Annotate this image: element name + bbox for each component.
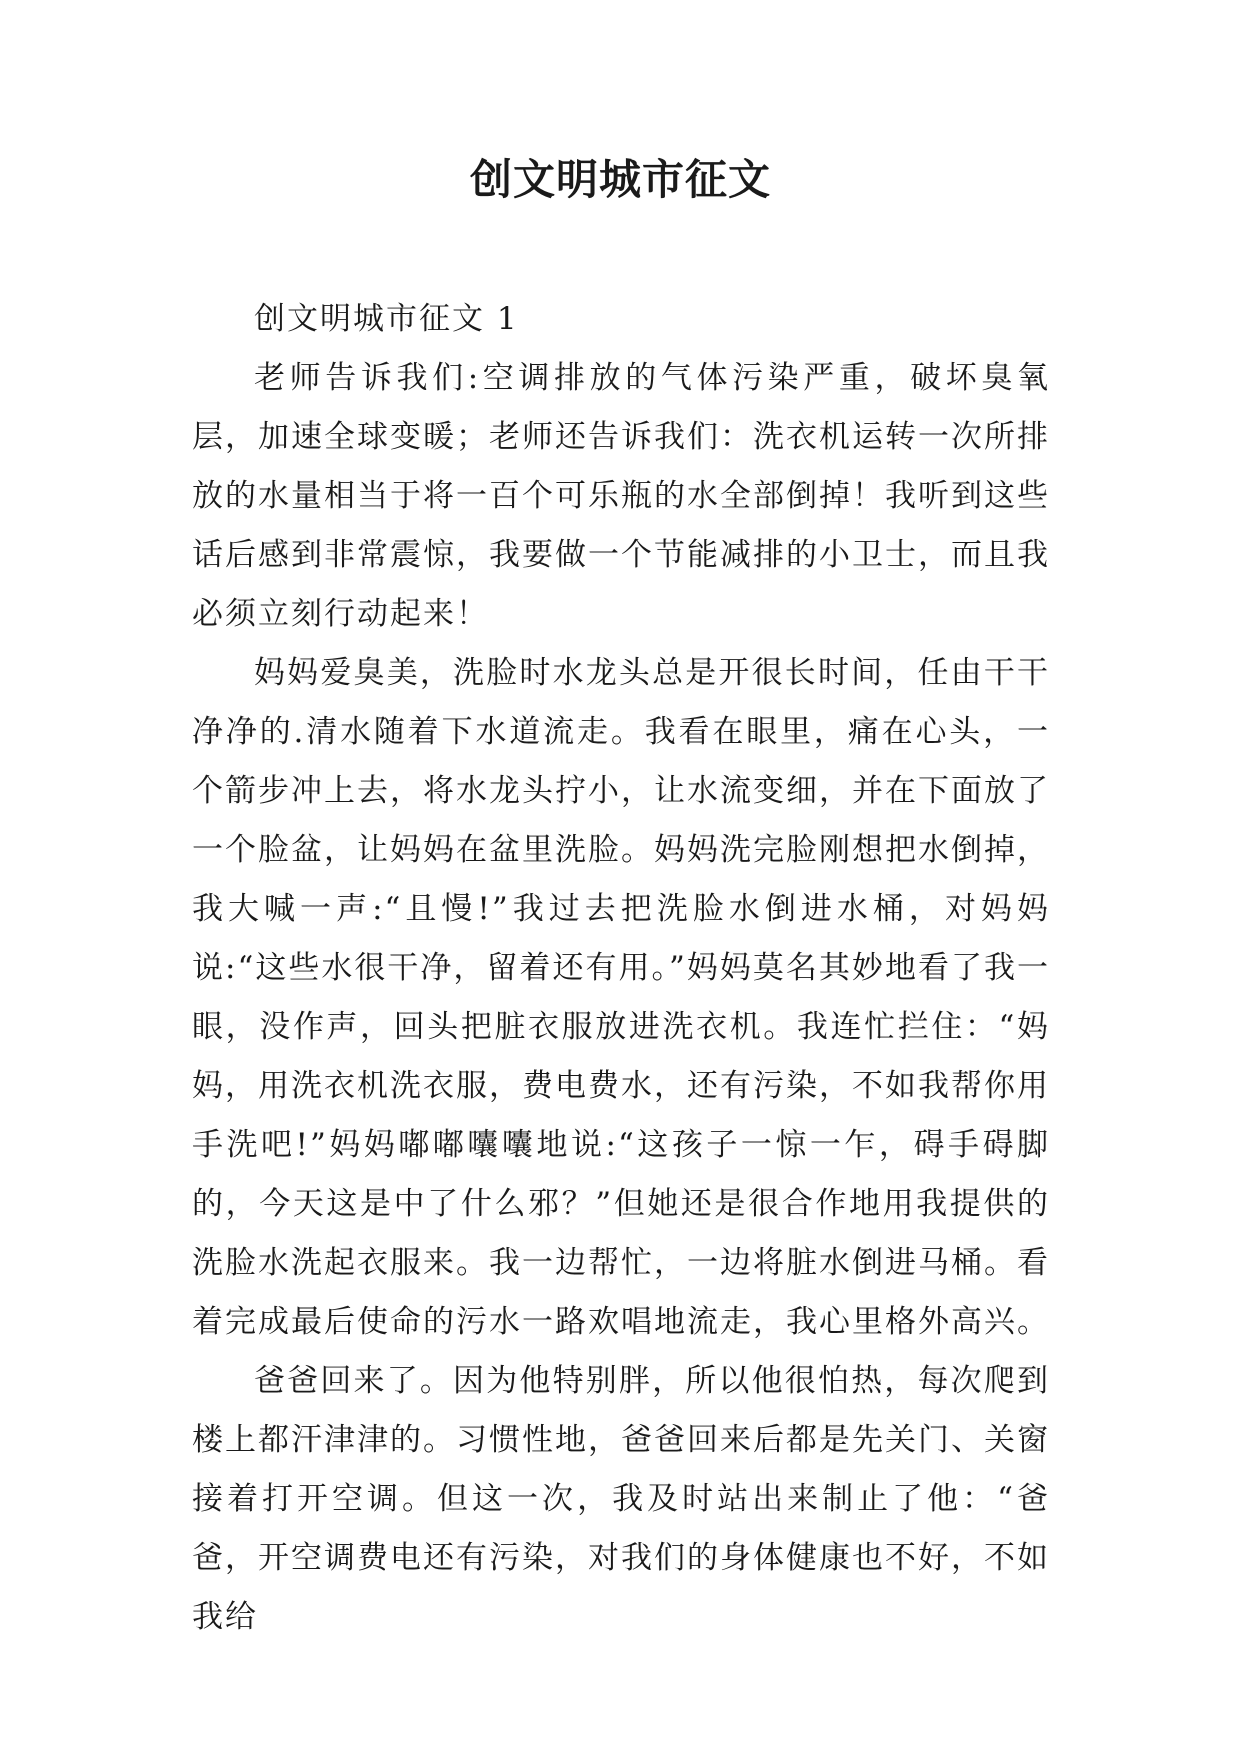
paragraph: 爸爸回来了。因为他特别胖，所以他很怕热，每次爬到楼上都汗津津的。习惯性地，爸爸回来后都是先关门、关窗接着打开空调。但这一次，我及时站出来制止了他：“爸爸，开空调费电还有污染，对我们的身体健康也不好，不如我给 (192, 1363, 1050, 1635)
document-title: 创文明城市征文 (469, 155, 771, 204)
section-heading: 创文明城市征文 1 (254, 301, 519, 337)
paragraph: 老师告诉我们:空调排放的气体污染严重，破坏臭氧层，加速全球变暖；老师还告诉我们：洗衣机运转一次所排放的水量相当于将一百个可乐瓶的水全部倒掉！我听到这些话后感到非常震惊，我要做一个节能减排的小卫士，而且我必须立刻行动起来！ (192, 360, 1050, 632)
document-body (192, 290, 1050, 1647)
paragraph: 妈妈爱臭美，洗脸时水龙头总是开很长时间，任由干干净净的.清水随着下水道流走。我看在眼里，痛在心头，一个箭步冲上去，将水龙头拧小，让水流变细，并在下面放了一个脸盆，让妈妈在盆里洗脸。妈妈洗完脸刚想把水倒掉，我大喊一声:“且慢!”我过去把洗脸水倒进水桶，对妈妈说:“这些水很干净，留着还有用。”妈妈莫名其妙地看了我一眼，没作声，回头把脏衣服放进洗衣机。我连忙拦住：“妈妈，用洗衣机洗衣服，费电费水，还有污染，不如我帮你用手洗吧!”妈妈嘟嘟囔囔地说:“这孩子一惊一乍，碍手碍脚的，今天这是中了什么邪？”但她还是很合作地用我提供的洗脸水洗起衣服来。我一边帮忙，一边将脏水倒进马桶。看着完成最后使命的污水一路欢唱地流走，我心里格外高兴。 (192, 655, 1050, 1340)
